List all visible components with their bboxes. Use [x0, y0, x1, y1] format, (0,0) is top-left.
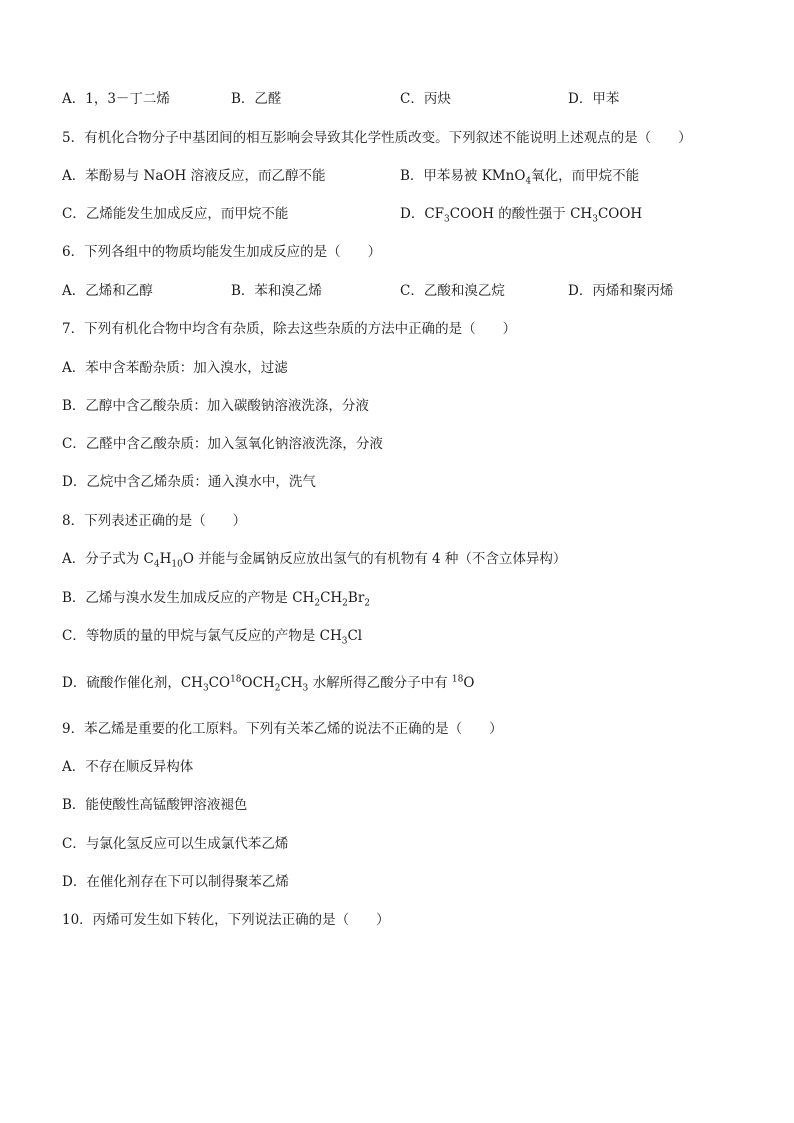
q5-d-s1: 3 [444, 214, 450, 225]
q7-option-a: A．苯中含苯酚杂质：加入溴水，过滤 [62, 360, 288, 376]
q9-option-a: A．不存在顺反异构体 [62, 759, 194, 775]
q8-d-s1: 3 [202, 683, 209, 694]
q8-b-s3: 2 [364, 598, 371, 609]
q8-b-s2: 2 [342, 598, 348, 609]
q5-d-s2: 3 [592, 214, 598, 225]
q7-stem: 7．下列有机化合物中均含有杂质，除去这些杂质的方法中正确的是（ ） [62, 321, 517, 337]
q5-option-d [400, 204, 642, 224]
q8-a-t2: H [159, 551, 172, 567]
q5-d-t1: D．CF [400, 206, 445, 222]
q8-c-s1: 3 [341, 636, 348, 647]
q5-d-t3: COOH [597, 206, 643, 222]
q4-option-c: C．丙炔 [400, 91, 451, 107]
q8-d-t3: OCH [241, 675, 275, 691]
q5-option-a: A．苯酚易与 NaOH 溶液反应，而乙醇不能 [62, 168, 326, 184]
q4-option-d: D．甲苯 [568, 91, 620, 107]
q8-d-t4: CH [280, 675, 303, 691]
q8-d-s3: 3 [302, 683, 309, 694]
q8-b-t1: B．乙烯与溴水发生加成反应的产物是 CH [62, 590, 315, 606]
q6-options [62, 281, 742, 301]
q8-b-t3: Br [347, 590, 365, 606]
q8-a-s1: 4 [153, 559, 160, 570]
q9-option-d: D．在催化剂存在下可以制得聚苯乙烯 [62, 874, 289, 890]
q5-options-row2 [62, 204, 742, 224]
q8-option-a [62, 549, 566, 569]
q8-option-b [62, 588, 370, 608]
q5-b-text2: 氧化，而甲烷不能 [531, 168, 640, 184]
q4-option-b: B．乙醛 [231, 91, 282, 107]
q5-b-sub: 4 [525, 176, 532, 187]
q8-d-t2: CO [208, 675, 231, 691]
q6-option-b: B．苯和溴乙烯 [231, 283, 322, 299]
q8-a-t1: A．分子式为 C [62, 551, 154, 567]
q5-option-c: C．乙烯能发生加成反应，而甲烷不能 [62, 206, 289, 222]
q8-option-d [62, 673, 474, 693]
q4-options [62, 89, 742, 109]
q8-c-t2: Cl [347, 628, 363, 644]
q6-stem: 6．下列各组中的物质均能发生加成反应的是（ ） [62, 244, 382, 260]
q8-d-s2: 2 [274, 683, 281, 694]
q5-d-t2: COOH 的酸性强于 CH [449, 206, 593, 222]
q5-b-text: B．甲苯易被 KMnO [400, 168, 526, 184]
q8-option-c [62, 626, 362, 646]
q8-d-sup1: 18 [230, 674, 242, 685]
q9-stem: 9．苯乙烯是重要的化工原料。下列有关苯乙烯的说法不正确的是（ ） [62, 721, 503, 737]
q8-d-t6: O [463, 675, 475, 691]
q5-options-row1 [62, 166, 742, 186]
q8-b-s1: 2 [314, 598, 321, 609]
q8-d-t1: D．硫酸作催化剂，CH [62, 675, 203, 691]
q8-a-t3: O 并能与金属钠反应放出氢气的有机物有 4 种（不含立体异构） [182, 551, 567, 567]
q8-b-t2: CH [320, 590, 343, 606]
q7-option-d: D．乙烷中含乙烯杂质：通入溴水中，洗气 [62, 474, 316, 490]
q6-option-d: D．丙烯和聚丙烯 [568, 283, 674, 299]
q8-d-sup2: 18 [451, 674, 464, 685]
q8-d-t5: 水解所得乙酸分子中有 [308, 675, 452, 691]
q8-stem: 8．下列表述正确的是（ ） [62, 513, 247, 529]
q5-option-b [400, 166, 639, 186]
q4-option-a: A．1，3－丁二烯 [62, 91, 170, 107]
q9-option-b: B．能使酸性高锰酸钾溶液褪色 [62, 797, 248, 813]
q8-a-s2: 10 [171, 559, 183, 570]
q7-option-c: C．乙醛中含乙酸杂质：加入氢氧化钠溶液洗涤，分液 [62, 436, 383, 452]
q10-stem: 10．丙烯可发生如下转化，下列说法正确的是（ ） [62, 912, 390, 928]
q9-option-c: C．与氯化氢反应可以生成氯代苯乙烯 [62, 836, 289, 852]
q8-c-t1: C．等物质的量的甲烷与氯气反应的产物是 CH [62, 628, 342, 644]
q6-option-a: A．乙烯和乙醇 [62, 283, 153, 299]
q5-stem: 5．有机化合物分子中基团间的相互影响会导致其化学性质改变。下列叙述不能说明上述观点的是（ ） [62, 130, 692, 146]
q6-option-c: C．乙酸和溴乙烷 [400, 283, 505, 299]
q7-option-b: B．乙醇中含乙酸杂质：加入碳酸钠溶液洗涤，分液 [62, 398, 369, 414]
